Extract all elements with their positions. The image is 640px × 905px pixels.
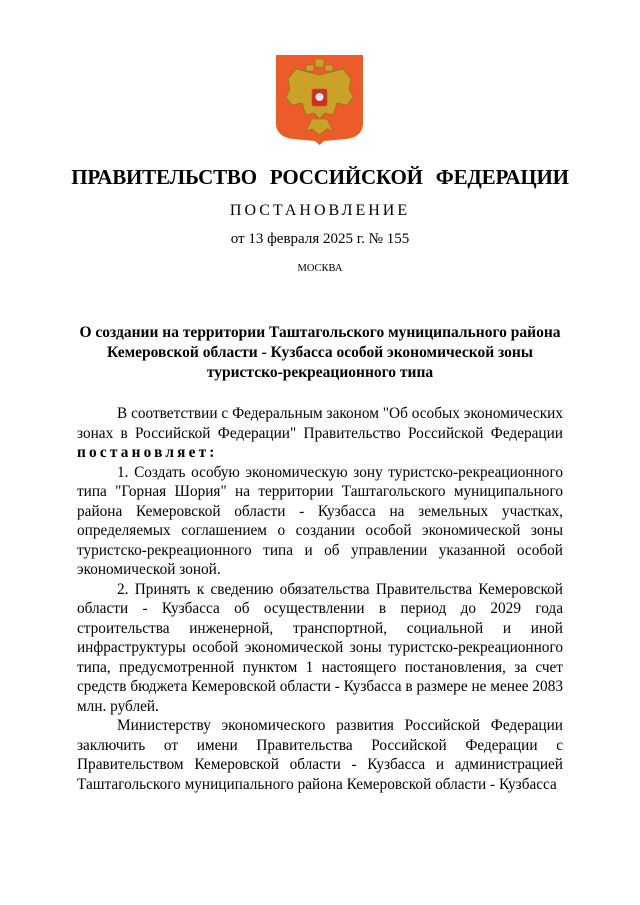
russian-coat-of-arms-icon <box>276 55 363 145</box>
ministry-paragraph: Министерству экономического развития Российской Федерации заключить от имени Правительства Российской Федерации с Правительством Кемеровской области - Кузбасса и администрацией Таштагольского муниципального района Кемеровской области - Кузбасса <box>77 717 563 793</box>
item-2-paragraph: 2. Принять к сведению обязательства Правительства Кемеровской области - Кузбасса об осуществлении в период до 2029 года строительства инженерной, транспортной, социальной и иной инфраструктуры особой экономической зоны туристско-рекреационного типа, предусмотренной пунктом 1 настоящего постановления, за счет средств бюджета Кемеровской области - Кузбасса в размере не менее 2083 млн. рублей. <box>77 580 563 715</box>
heading-line: О создании на территории Таштагольского муниципального района <box>79 324 561 341</box>
document-type: ПОСТАНОВЛЕНИЕ <box>229 202 411 219</box>
intro-paragraph <box>77 404 563 463</box>
heading-line: Кемеровской области - Кузбасса особой экономической зоны <box>107 344 533 361</box>
document-body <box>77 404 563 794</box>
document-city: МОСКВА <box>297 263 343 274</box>
document-date-number: от 13 февраля 2025 г. № 155 <box>230 231 410 247</box>
intro-text: В соответствии с Федеральным законом "Об особых экономических зонах в Российской Федерации" Правительство Российской Федерации <box>77 405 563 442</box>
coat-of-arms <box>276 55 363 145</box>
item-1-paragraph: 1. Создать особую экономическую зону туристско-рекреационного типа "Горная Шория" на территории Таштагольского муниципального района Кемеровской области - Кузбасса на земельных участках, определяемых соглашением о создании особой экономической зоны туристско-рекреационного типа и об управлении указанной особой экономической зоной. <box>77 463 563 578</box>
document-heading <box>70 323 570 383</box>
government-title: ПРАВИТЕЛЬСТВО РОССИЙСКОЙ ФЕДЕРАЦИИ <box>71 165 569 189</box>
heading-line: туристско-рекреационного типа <box>206 364 434 381</box>
decree-word: постановляет: <box>77 444 218 461</box>
